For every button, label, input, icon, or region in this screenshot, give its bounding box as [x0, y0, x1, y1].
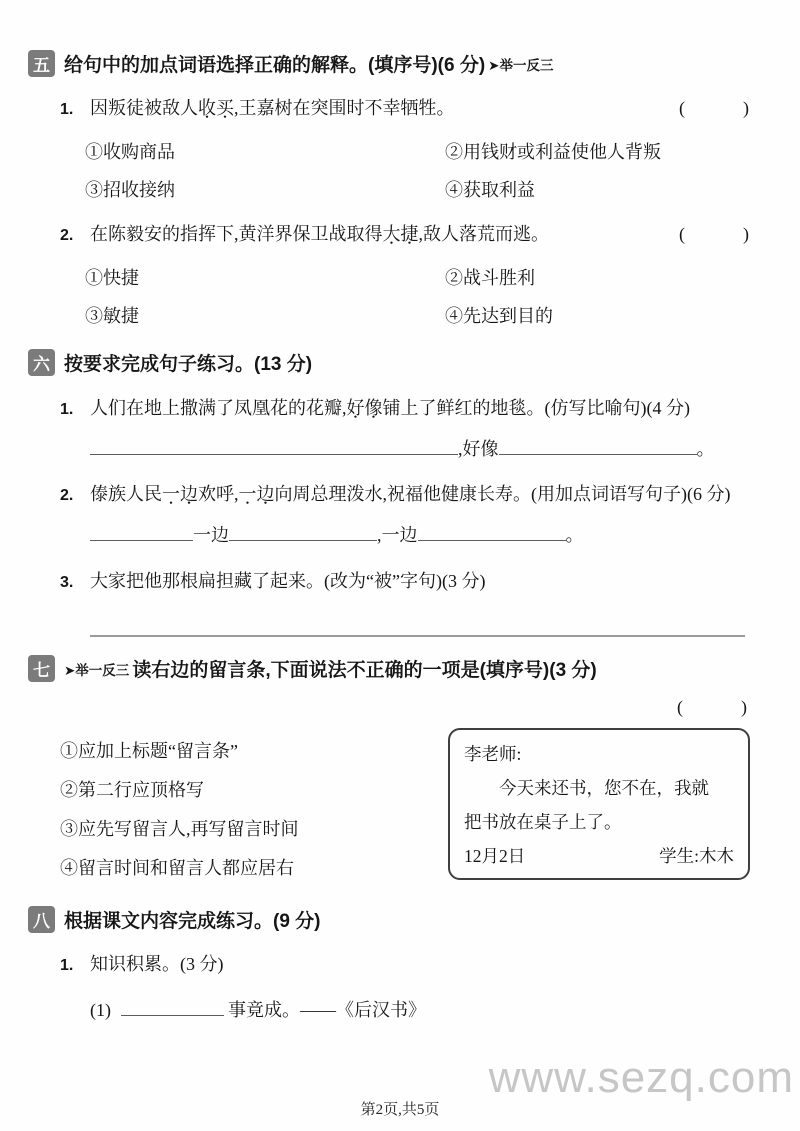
sentence-segment: 欢呼,	[198, 484, 239, 504]
question-6-1	[28, 389, 750, 429]
answer-word: ,一边	[377, 525, 418, 545]
sentence-segment: ,王嘉树在突围时不幸牺牲。	[234, 98, 455, 118]
section-8-title	[64, 906, 321, 933]
juyifansan-badge: ➤举一反三	[488, 57, 554, 73]
section-8-marker: 八	[28, 906, 55, 933]
option: ②第二行应顶格写	[60, 780, 204, 800]
sentence-segment: 傣族人民	[90, 484, 162, 504]
option: ①应加上标题“留言条”	[60, 741, 238, 761]
sub-question-label: (1)	[90, 1000, 111, 1020]
question-text	[90, 475, 750, 513]
question-text	[90, 90, 673, 126]
answer-blank	[229, 521, 377, 541]
note-body-line2: 把书放在桌子上了。	[464, 812, 622, 832]
answer-word: ,好像	[458, 439, 499, 459]
note-box	[448, 728, 750, 880]
question-6-2	[28, 475, 750, 515]
answer-period: 。	[696, 439, 715, 459]
juyifansan-badge: ➤举一反三	[64, 662, 130, 678]
question-8-1	[28, 946, 750, 984]
answer-blank	[499, 435, 697, 455]
sentence-segment: 在陈毅安的指挥下,黄洋界保卫战取得	[90, 224, 383, 244]
options-5-2	[28, 262, 750, 333]
section-7-title-text: 读右边的留言条,下面说法不正确的一项是(填序号)(3 分)	[132, 660, 597, 681]
question-number: 3.	[60, 574, 74, 591]
note-date: 12月2日	[464, 846, 526, 866]
option: ③招收接纳	[85, 180, 175, 200]
section-7-body	[28, 728, 750, 888]
section-8	[28, 906, 750, 1028]
note-salutation: 李老师:	[464, 744, 522, 764]
question-text: 知识积累。(3 分)	[90, 954, 224, 974]
section-7	[28, 655, 750, 888]
answer-line	[90, 635, 745, 637]
answer-word: 一边	[193, 525, 229, 545]
section-6	[28, 349, 750, 637]
answer-blank	[121, 996, 224, 1016]
section-8-title-text: 根据课文内容完成练习。(9 分)	[64, 911, 321, 932]
page-footer: 第2页,共5页	[360, 1102, 440, 1118]
dotted-word: 一边	[238, 484, 275, 504]
sentence-segment: ,敌人落荒而逃。	[418, 224, 549, 244]
sub-question-8-1-1	[28, 992, 750, 1028]
section-6-title-text: 按要求完成句子练习。(13 分)	[64, 354, 313, 375]
watermark: www.sezq.com	[488, 1053, 794, 1102]
question-number: 2.	[60, 487, 74, 504]
section-6-title	[64, 349, 312, 376]
sentence-segment: 因叛徒被敌人	[90, 98, 198, 118]
options-5-1	[28, 136, 750, 207]
option: ③敏捷	[85, 306, 139, 326]
sub-question-text: 事竟成。——《后汉书》	[228, 1000, 426, 1020]
answer-blank	[418, 521, 566, 541]
section-5-header	[28, 50, 750, 77]
answer-bracket: ( )	[679, 98, 750, 118]
answer-row-6-1	[28, 433, 750, 465]
note-signature: 学生:木木	[659, 846, 734, 866]
answer-bracket: ( )	[677, 697, 748, 717]
section-7-title	[64, 655, 597, 682]
option: ④先达到目的	[445, 306, 553, 326]
question-number: 2.	[60, 227, 74, 244]
question-text	[90, 216, 673, 252]
option: ①收购商品	[85, 142, 175, 162]
option: ④获取利益	[445, 180, 535, 200]
question-text: 大家把他那根扁担藏了起来。(改为“被”字句)(3 分)	[90, 571, 486, 591]
answer-bracket: ( )	[679, 224, 750, 244]
answer-blank	[90, 435, 458, 455]
answer-period: 。	[565, 525, 584, 545]
question-number: 1.	[60, 101, 74, 118]
question-6-3	[28, 563, 750, 601]
option: ④留言时间和留言人都应居右	[60, 858, 294, 878]
question-5-2	[28, 216, 750, 254]
section-5-title	[64, 50, 553, 77]
options-7	[60, 728, 448, 888]
sentence-segment: 人们在地上撒满了凤凰花的花瓣,	[90, 398, 347, 418]
note-bottom	[464, 839, 734, 873]
section-5-title-text: 给句中的加点词语选择正确的解释。(填序号)(6 分)	[64, 55, 486, 76]
question-text	[90, 389, 750, 427]
section-5-marker: 五	[28, 50, 55, 77]
question-number: 1.	[60, 401, 74, 418]
note-body-line1: 今天来还书，您不在，我就	[499, 778, 709, 798]
question-5-1	[28, 90, 750, 128]
answer-blank	[90, 521, 193, 541]
dotted-word: 一边	[162, 484, 198, 504]
section-5	[28, 50, 750, 333]
dotted-word: 好像	[346, 398, 383, 418]
option: ①快捷	[85, 268, 139, 288]
option: ②战斗胜利	[445, 268, 535, 288]
option: ②用钱财或利益使他人背叛	[445, 142, 661, 162]
dotted-word: 大捷	[382, 224, 419, 244]
section-7-header	[28, 655, 750, 682]
sentence-segment: 向周总理泼水,祝福他健康长寿。(用加点词语写句子)(6 分)	[274, 484, 731, 504]
sentence-segment: 铺上了鲜红的地毯。(仿写比喻句)(4 分)	[382, 398, 690, 418]
section-6-marker: 六	[28, 349, 55, 376]
answer-row-6-2	[28, 519, 750, 551]
section-6-header	[28, 349, 750, 376]
dotted-word: 收买	[198, 98, 234, 118]
section-8-header	[28, 906, 750, 933]
option: ③应先写留言人,再写留言时间	[60, 819, 299, 839]
section-7-marker: 七	[28, 655, 55, 682]
question-number: 1.	[60, 957, 74, 974]
